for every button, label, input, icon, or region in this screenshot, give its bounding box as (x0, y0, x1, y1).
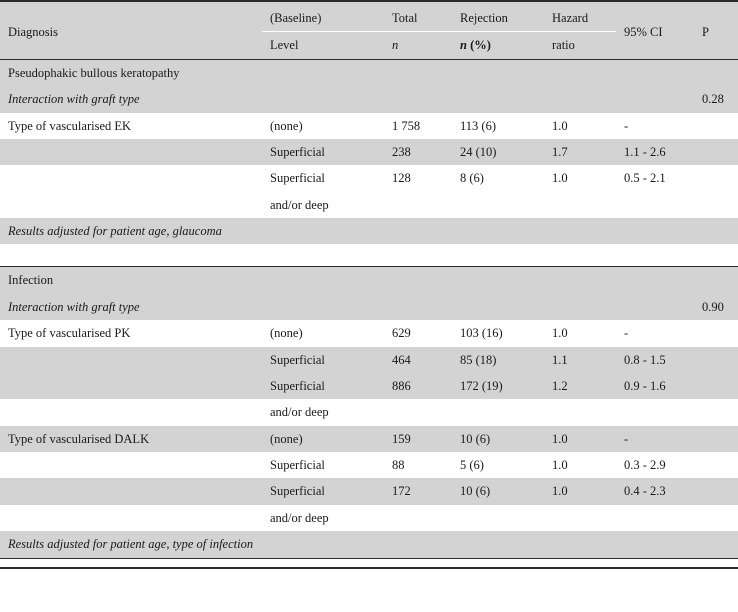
level-value: Superficial (262, 373, 384, 399)
hazard-ratio-value: 1.0 (544, 320, 616, 346)
group-label-empty (0, 452, 262, 478)
section-title: Pseudophakic bullous keratopathy (0, 59, 738, 86)
section-title-row (0, 59, 738, 86)
group-label: Type of vascularised EK (0, 113, 262, 139)
column-header-diagnosis: Diagnosis (0, 1, 262, 59)
interaction-p-value: 0.90 (694, 294, 738, 320)
rejection-value: 172 (19) (452, 373, 544, 399)
ci-value: 1.1 - 2.6 (616, 139, 694, 165)
level-value: (none) (262, 320, 384, 346)
hazard-ratio-value: 1.1 (544, 347, 616, 373)
interaction-label: Interaction with graft type (0, 86, 694, 112)
ci-value: 0.3 - 2.9 (616, 452, 694, 478)
table-row (0, 373, 738, 399)
hazard-ratio-value: 1.0 (544, 113, 616, 139)
group-label-empty (0, 347, 262, 373)
rejection-value: 103 (16) (452, 320, 544, 346)
ci-value: 0.5 - 2.1 (616, 165, 694, 191)
level-value-continued: and/or deep (262, 399, 384, 425)
total-value: 1 758 (384, 113, 452, 139)
table-row (0, 505, 738, 531)
p-value (694, 192, 738, 218)
group-label-empty (0, 373, 262, 399)
hazard-ratio-value: 1.0 (544, 165, 616, 191)
table-header-row-1 (0, 1, 738, 32)
hazard-ratio-value: 1.2 (544, 373, 616, 399)
rejection-value: 10 (6) (452, 478, 544, 504)
p-value (694, 165, 738, 191)
ci-value: - (616, 426, 694, 452)
column-header-hazard: Hazard (544, 1, 616, 32)
table-row (0, 347, 738, 373)
p-value (694, 347, 738, 373)
p-value (694, 452, 738, 478)
p-value (694, 478, 738, 504)
hazard-ratio-value: 1.0 (544, 478, 616, 504)
p-value (694, 320, 738, 346)
rejection-value: 8 (6) (452, 165, 544, 191)
p-value (694, 505, 738, 531)
total-value: 88 (384, 452, 452, 478)
section-title-row (0, 267, 738, 294)
level-value: (none) (262, 426, 384, 452)
rejection-value (452, 505, 544, 531)
table-row (0, 139, 738, 165)
hazard-ratio-value: 1.0 (544, 452, 616, 478)
interaction-row (0, 294, 738, 320)
ci-value: - (616, 320, 694, 346)
footnote: Results adjusted for patient age, glaucoma (0, 218, 738, 244)
hazard-ratio-value: 1.7 (544, 139, 616, 165)
group-label-empty (0, 192, 262, 218)
interaction-p-value: 0.28 (694, 86, 738, 112)
total-value: 128 (384, 165, 452, 191)
p-value (694, 139, 738, 165)
total-value (384, 399, 452, 425)
table-row (0, 113, 738, 139)
interaction-label: Interaction with graft type (0, 294, 694, 320)
rejection-value: 5 (6) (452, 452, 544, 478)
rejection-value: 10 (6) (452, 426, 544, 452)
ci-value (616, 399, 694, 425)
level-value: (none) (262, 113, 384, 139)
group-label-empty (0, 399, 262, 425)
column-header-rejection-n: n (%) (452, 32, 544, 59)
table-row (0, 452, 738, 478)
rejection-value (452, 399, 544, 425)
rejection-value: 85 (18) (452, 347, 544, 373)
total-value: 238 (384, 139, 452, 165)
ci-value: - (616, 113, 694, 139)
total-value: 159 (384, 426, 452, 452)
p-value (694, 426, 738, 452)
column-header-total-n: n (384, 32, 452, 59)
hazard-ratio-value (544, 505, 616, 531)
rejection-value (452, 192, 544, 218)
footnote-row (0, 218, 738, 244)
hazard-ratio-value (544, 399, 616, 425)
column-header-rejection: Rejection (452, 1, 544, 32)
section-title: Infection (0, 267, 738, 294)
total-value: 886 (384, 373, 452, 399)
ci-value: 0.8 - 1.5 (616, 347, 694, 373)
group-label: Type of vascularised DALK (0, 426, 262, 452)
level-value: Superficial (262, 139, 384, 165)
column-header-level: Level (262, 32, 384, 59)
interaction-row (0, 86, 738, 112)
level-value: Superficial (262, 478, 384, 504)
hazard-ratio-value (544, 192, 616, 218)
level-value-continued: and/or deep (262, 505, 384, 531)
total-value (384, 505, 452, 531)
total-value (384, 192, 452, 218)
p-value (694, 399, 738, 425)
column-header-baseline: (Baseline) (262, 1, 384, 32)
ci-value: 0.4 - 2.3 (616, 478, 694, 504)
ci-value (616, 192, 694, 218)
ci-value: 0.9 - 1.6 (616, 373, 694, 399)
p-value (694, 113, 738, 139)
group-label: Type of vascularised PK (0, 320, 262, 346)
table-row (0, 165, 738, 191)
total-value: 629 (384, 320, 452, 346)
table-row (0, 320, 738, 346)
level-value: Superficial (262, 347, 384, 373)
ci-value (616, 505, 694, 531)
total-value: 172 (384, 478, 452, 504)
hazard-ratio-value: 1.0 (544, 426, 616, 452)
table-row (0, 192, 738, 218)
rejection-value: 24 (10) (452, 139, 544, 165)
group-label-empty (0, 165, 262, 191)
total-value: 464 (384, 347, 452, 373)
level-value: Superficial (262, 452, 384, 478)
group-label-empty (0, 139, 262, 165)
p-value (694, 373, 738, 399)
group-label-empty (0, 505, 262, 531)
table-bottom-rule (0, 558, 738, 568)
table-row (0, 426, 738, 452)
column-header-ratio: ratio (544, 32, 616, 59)
level-value: Superficial (262, 165, 384, 191)
column-header-ci: 95% CI (616, 1, 694, 59)
section-spacer (0, 244, 738, 267)
level-value-continued: and/or deep (262, 192, 384, 218)
column-header-p: P (694, 1, 738, 59)
rejection-value: 113 (6) (452, 113, 544, 139)
footnote-row (0, 531, 738, 558)
footnote: Results adjusted for patient age, type of infection (0, 531, 738, 558)
column-header-total: Total (384, 1, 452, 32)
table-row (0, 478, 738, 504)
table-row (0, 399, 738, 425)
group-label-empty (0, 478, 262, 504)
